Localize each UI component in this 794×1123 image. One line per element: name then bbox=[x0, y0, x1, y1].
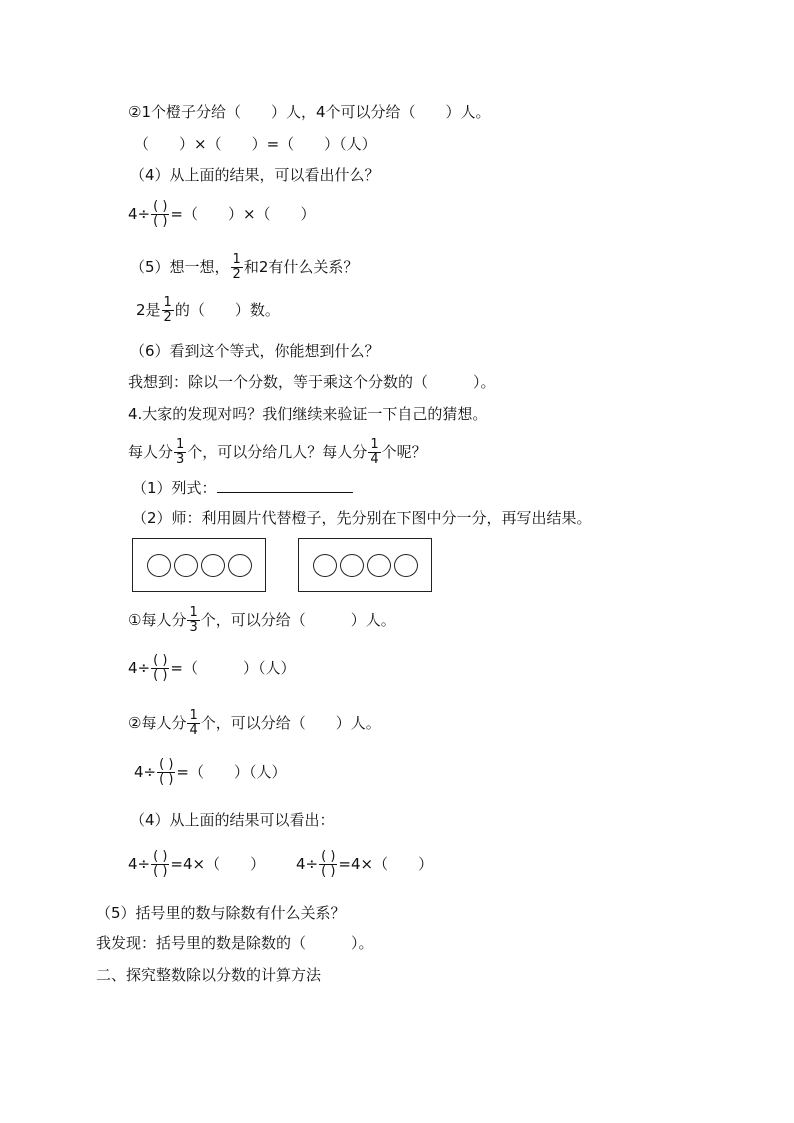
blank-fraction: $\frac{( )}{( )}$ bbox=[159, 757, 174, 787]
blank-fraction: $\frac{( )}{( )}$ bbox=[153, 199, 168, 229]
division-equation-2: 4÷ $\frac{( )}{( )}$ =（ ）（人） bbox=[128, 653, 296, 683]
fraction-one-third: $\frac{1}{3}$ bbox=[189, 605, 198, 635]
orange-circle[interactable] bbox=[174, 554, 198, 577]
reciprocal-statement: 2是 $\frac{1}{2}$ 的（ ）数。 bbox=[136, 295, 280, 325]
section-4-heading: 4.大家的发现对吗？我们继续来验证一下自己的猜想。 bbox=[128, 405, 488, 423]
quarter-share-question: ②每人分 $\frac{1}{4}$ 个，可以分给（ ）人。 bbox=[128, 708, 381, 738]
equation-line-1: （ ）×（ ）=（ ）（人） bbox=[134, 135, 377, 153]
fraction-one-quarter: $\frac{1}{4}$ bbox=[370, 437, 379, 467]
relation-question: （5）括号里的数与除数有什么关系？ bbox=[96, 904, 346, 922]
fraction-one-quarter: $\frac{1}{4}$ bbox=[189, 708, 198, 738]
multiplication-equation-b: 4÷ $\frac{( )}{( )}$ =4×（ ） bbox=[296, 849, 434, 879]
fraction-one-third: $\frac{1}{3}$ bbox=[176, 437, 185, 467]
orange-circle[interactable] bbox=[394, 554, 418, 577]
blank-fraction: $\frac{( )}{( )}$ bbox=[153, 849, 168, 879]
sharing-question: 每人分 $\frac{1}{3}$ 个，可以分给几人？每人分 $\frac{1}{4}$ 个呢？ bbox=[128, 437, 427, 467]
orange-circle[interactable] bbox=[147, 554, 171, 577]
orange-circle[interactable] bbox=[340, 554, 364, 577]
answer-blank-line[interactable] bbox=[217, 478, 353, 493]
section-heading: 二、探究整数除以分数的计算方法 bbox=[96, 966, 322, 984]
thought-answer-line: 我想到：除以一个分数，等于乘这个分数的（ ）。 bbox=[128, 373, 496, 391]
third-share-question: ①每人分 $\frac{1}{3}$ 个，可以分给（ ）人。 bbox=[128, 605, 396, 635]
question-5-heading: （5）想一想， $\frac{1}{2}$ 和2有什么关系？ bbox=[130, 252, 359, 282]
orange-circles-box-2 bbox=[298, 538, 432, 592]
division-equation-1: 4÷ $\frac{( )}{( )}$ =（ ）×（ ） bbox=[128, 199, 316, 229]
orange-circle[interactable] bbox=[367, 554, 391, 577]
multiplication-equation-a: 4÷ $\frac{( )}{( )}$ =4×（ ） bbox=[128, 849, 266, 879]
orange-circle[interactable] bbox=[228, 554, 252, 577]
conclusion-heading: （4）从上面的结果可以看出： bbox=[130, 811, 335, 829]
blank-fraction: $\frac{( )}{( )}$ bbox=[321, 849, 336, 879]
formula-prompt: （1）列式： bbox=[132, 478, 353, 498]
question-6-heading: （6）看到这个等式，你能想到什么？ bbox=[130, 342, 380, 360]
blank-fraction: $\frac{( )}{( )}$ bbox=[153, 653, 168, 683]
discovery-answer-line: 我发现：括号里的数是除数的（ ）。 bbox=[96, 934, 374, 952]
fraction-one-half: $\frac{1}{2}$ bbox=[232, 252, 241, 282]
division-equation-3: 4÷ $\frac{( )}{( )}$ =（ ）（人） bbox=[134, 757, 287, 787]
teacher-instruction: （2）师：利用圆片代替橙子，先分别在下图中分一分，再写出结果。 bbox=[132, 509, 592, 527]
fraction-one-half: $\frac{1}{2}$ bbox=[163, 295, 172, 325]
orange-circle[interactable] bbox=[201, 554, 225, 577]
orange-circle[interactable] bbox=[313, 554, 337, 577]
orange-circles-box-1 bbox=[132, 538, 266, 592]
question-2-line: ②1个橙子分给（ ）人，4个可以分给（ ）人。 bbox=[128, 103, 491, 121]
question-4-heading: （4）从上面的结果，可以看出什么？ bbox=[130, 166, 380, 184]
